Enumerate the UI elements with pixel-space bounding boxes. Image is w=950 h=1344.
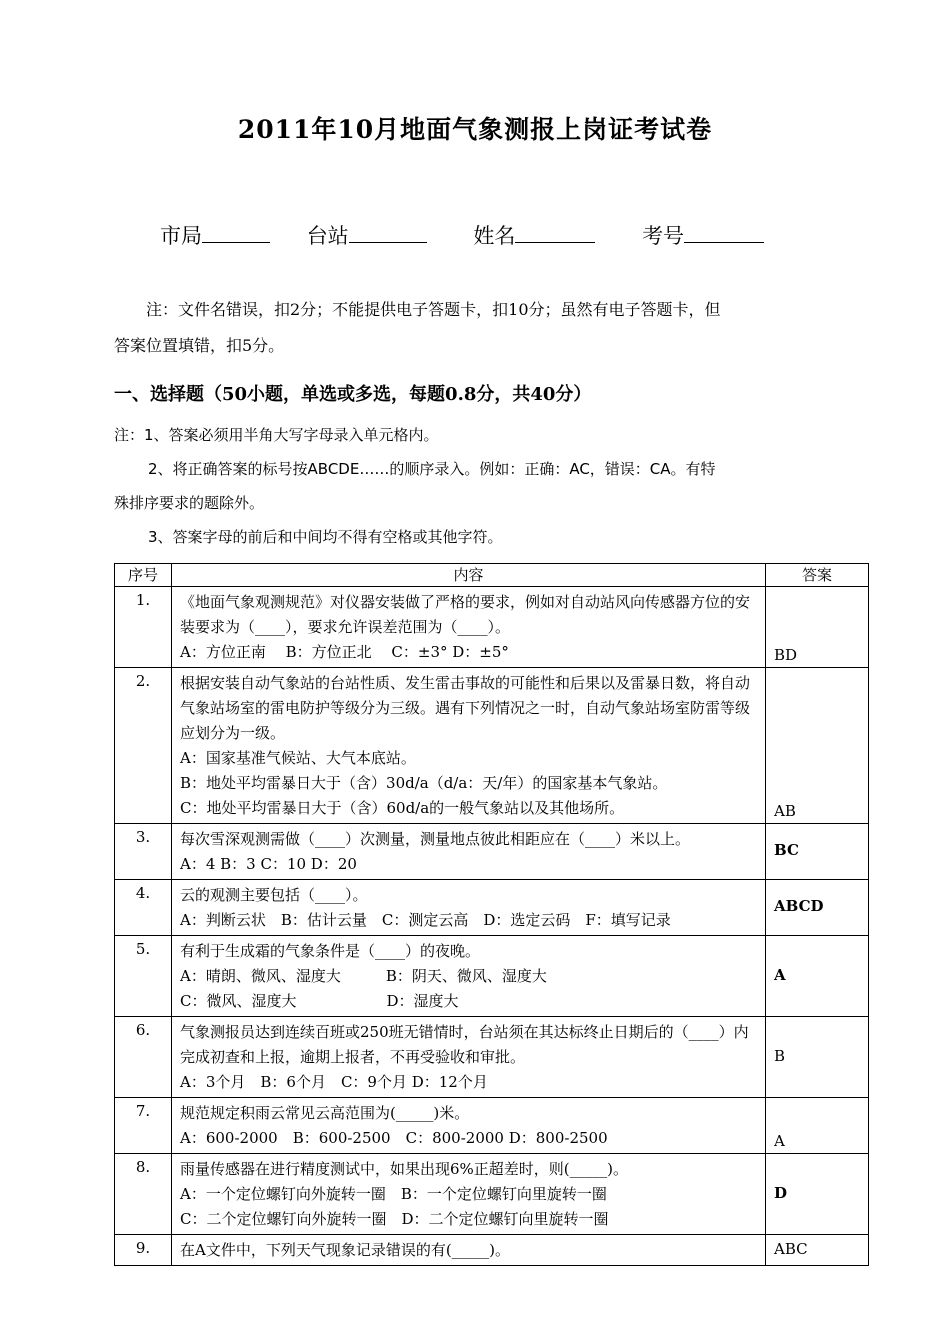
answer-cell[interactable]: BC — [766, 824, 869, 880]
question-line: A：国家基准气候站、大气本底站。 — [180, 749, 416, 767]
rule-line: 殊排序要求的题除外。 — [114, 494, 265, 512]
question-content — [172, 824, 766, 880]
question-line: A：一个定位螺钉向外旋转一圈 B：一个定位螺钉向里旋转一圈 — [180, 1185, 607, 1203]
field-label: 考号 — [642, 224, 685, 248]
questions-table — [114, 563, 869, 1266]
question-line: 每次雪深观测需做（____）次测量，测量地点彼此相距应在（____）米以上。 — [180, 830, 691, 848]
question-content — [172, 1098, 766, 1154]
question-line: 《地面气象观测规范》对仪器安装做了严格的要求，例如对自动站风向传感器方位的安装要求为（____），要求允许误差范围为（____）。 — [180, 593, 751, 636]
answer-cell[interactable]: BD — [766, 587, 869, 668]
question-line: 根据安装自动气象站的台站性质、发生雷击事故的可能性和后果以及雷暴日数，将自动气象站场室的雷电防护等级分为三级。遇有下列情况之一时，自动气象站场室防雷等级应划分为一级。 — [180, 674, 751, 742]
table-row — [115, 880, 869, 936]
question-line: 气象测报员达到连续百班或250班无错情时，台站须在其达标终止日期后的（____）内完成初查和上报，逾期上报者，不再受验收和审批。 — [180, 1023, 749, 1066]
note-line: 注：文件名错误，扣2分；不能提供电子答题卡，扣10分；虽然有电子答题卡，但 — [146, 300, 721, 319]
field-station — [307, 220, 427, 250]
field-label: 姓名 — [473, 224, 516, 248]
question-line: 雨量传感器在进行精度测试中，如果出现6%正超差时，则(_____)。 — [180, 1160, 629, 1178]
header-num: 序号 — [115, 564, 172, 587]
question-line: 有利于生成霜的气象条件是（____）的夜晚。 — [180, 942, 481, 960]
answer-cell[interactable]: ABCD — [766, 880, 869, 936]
question-line: C：地处平均雷暴日大于（含）60d/a的一般气象站以及其他场所。 — [180, 799, 625, 817]
question-line: C：二个定位螺钉向外旋转一圈 D：二个定位螺钉向里旋转一圈 — [180, 1210, 609, 1228]
question-line: 云的观测主要包括（____）。 — [180, 886, 368, 904]
rule-line: 3、答案字母的前后和中间均不得有空格或其他字符。 — [148, 528, 503, 546]
answer-rules — [114, 418, 866, 554]
question-line: A：晴朗、微风、湿度大 B：阴天、微风、湿度大 — [180, 967, 547, 985]
question-line: A：3个月 B：6个月 C：9个月 D：12个月 — [180, 1073, 488, 1091]
answer-cell[interactable]: B — [766, 1017, 869, 1098]
question-number: 4. — [115, 880, 172, 936]
question-line: C：微风、湿度大 D：湿度大 — [180, 992, 459, 1010]
table-row — [115, 587, 869, 668]
field-blank-line[interactable] — [515, 222, 595, 243]
question-content — [172, 1017, 766, 1098]
question-number: 9. — [115, 1235, 172, 1266]
field-blank-line[interactable] — [202, 222, 270, 243]
field-city-bureau — [160, 220, 270, 250]
page-title: 2011年10月地面气象测报上岗证考试卷 — [237, 115, 713, 144]
question-line: A：4 B：3 C：10 D：20 — [180, 855, 357, 873]
question-content — [172, 880, 766, 936]
table-row — [115, 1235, 869, 1266]
field-name — [473, 220, 595, 250]
rule-line: 注：1、答案必须用半角大写字母录入单元格内。 — [114, 426, 439, 444]
field-blank-line[interactable] — [349, 222, 427, 243]
question-number: 5. — [115, 936, 172, 1017]
question-number: 7. — [115, 1098, 172, 1154]
question-content — [172, 936, 766, 1017]
question-number: 3. — [115, 824, 172, 880]
question-line: B：地处平均雷暴日大于（含）30d/a（d/a：天/年）的国家基本气象站。 — [180, 774, 668, 792]
question-content — [172, 587, 766, 668]
table-row — [115, 668, 869, 824]
question-content — [172, 1235, 766, 1266]
candidate-info-fields — [160, 220, 794, 250]
header-answer: 答案 — [766, 564, 869, 587]
answer-cell[interactable]: ABC — [766, 1235, 869, 1266]
answer-cell[interactable]: D — [766, 1154, 869, 1235]
question-number: 8. — [115, 1154, 172, 1235]
answer-cell[interactable]: AB — [766, 668, 869, 824]
question-line: A：判断云状 B：估计云量 C：测定云高 D：选定云码 F：填写记录 — [180, 911, 671, 929]
field-exam-number — [642, 220, 764, 250]
header-content: 内容 — [172, 564, 766, 587]
question-content — [172, 1154, 766, 1235]
rule-line: 2、将正确答案的标号按ABCDE……的顺序录入。例如：正确：AC，错误：CA。有特 — [148, 460, 716, 478]
table-row — [115, 1154, 869, 1235]
section-title: 一、选择题（50小题，单选或多选，每题0.8分，共40分） — [114, 384, 592, 405]
table-row — [115, 1098, 869, 1154]
table-header-row — [115, 564, 869, 587]
field-label: 台站 — [306, 224, 349, 248]
table-row — [115, 1017, 869, 1098]
question-number: 6. — [115, 1017, 172, 1098]
question-line: A：600-2000 B：600-2500 C：800-2000 D：800-2500 — [180, 1129, 608, 1147]
table-row — [115, 824, 869, 880]
question-content — [172, 668, 766, 824]
question-line: 规范规定积雨云常见云高范围为(_____)米。 — [180, 1104, 470, 1122]
note-line: 答案位置填错，扣5分。 — [114, 336, 285, 355]
field-blank-line[interactable] — [684, 222, 764, 243]
scoring-note — [114, 292, 864, 364]
answer-cell[interactable]: A — [766, 1098, 869, 1154]
question-number: 2. — [115, 668, 172, 824]
question-number: 1. — [115, 587, 172, 668]
table-row — [115, 936, 869, 1017]
field-label: 市局 — [160, 224, 202, 248]
question-line: A：方位正南 B：方位正北 C：±3° D：±5° — [180, 643, 509, 661]
question-line: 在A文件中，下列天气现象记录错误的有(_____)。 — [180, 1241, 511, 1259]
answer-cell[interactable]: A — [766, 936, 869, 1017]
